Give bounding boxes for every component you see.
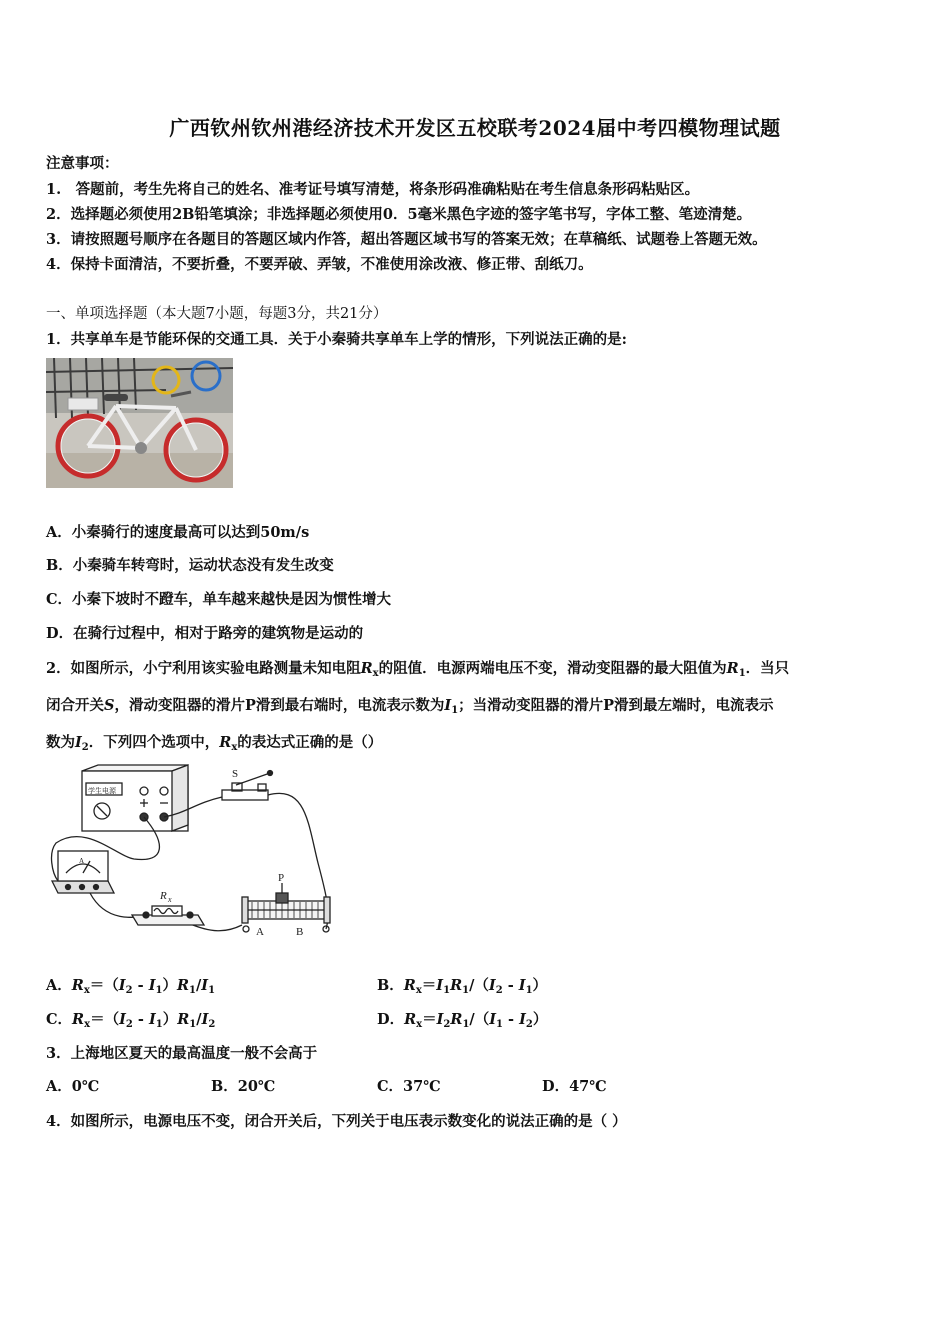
subscript-x: x [83,985,90,996]
subscript-x: x [84,1019,91,1030]
q1-option-a: A．小秦骑行的速度最高可以达到50m/s [46,524,310,541]
notice-item-3: 3．请按照题号顺序在各题目的答题区域内作答，超出答题区域书写的答案无效；在草稿纸、试题卷上答题无效。 [46,231,767,248]
symbol-i: I [488,977,496,994]
subscript-2: 2 [208,1019,216,1030]
subscript-x: x [416,1019,423,1030]
symbol-r: R [403,977,416,994]
q3-option-b: B．20℃ [211,1078,276,1095]
symbol-i: I [75,734,82,751]
symbol-i: I [148,1011,156,1028]
formula-part: ） [532,1011,548,1028]
symbol-i: I [119,1011,126,1028]
subscript-2: 2 [81,742,89,753]
circuit-diagram [46,763,336,940]
symbol-r: R [72,1011,85,1028]
subscript-2: 2 [495,985,503,996]
power-supply-label: 学生电源 [88,787,116,795]
q1-option-c: C．小秦下坡时不蹬车，单车越来越快是因为惯性增大 [46,591,392,608]
subscript-x: x [231,742,238,753]
symbol-r: R [450,1011,463,1028]
formula-part: - [132,977,149,994]
symbol-r: R [177,1011,190,1028]
symbol-i: I [118,977,126,994]
formula-part: - [502,1011,520,1028]
q3-option-d: D．47℃ [542,1078,607,1095]
formula-part: / [195,977,202,994]
formula-part: / [196,1011,202,1028]
q2-text: 闭合开关 [46,697,104,714]
formula-part: /（ [469,977,489,994]
q2-option-c [46,1008,215,1030]
symbol-r: R [726,660,739,677]
terminal-label-a: A [256,926,264,938]
symbol-r: R [176,977,190,994]
q2-stem-line-2 [46,694,774,716]
notice-item-4: 4．保持卡面清洁，不要折叠，不要弄破、弄皱，不准使用涂改液、修正带、刮纸刀。 [46,256,593,273]
q2-option-a [46,974,215,996]
symbol-i: I [444,697,452,714]
symbol-r: R [360,660,373,677]
symbol-r: R [450,977,463,994]
symbol-i: I [436,977,444,994]
q2-stem-line-3 [46,731,382,753]
q2-text: 2．如图所示，小宁利用该实验电路测量未知电阻 [46,660,361,677]
slider-label-p: P [278,872,285,884]
formula-part: - [502,977,519,994]
symbol-i: I [489,1011,496,1028]
notice-item-2: 2．选择题必须使用2B铅笔填涂；非选择题必须使用0．5毫米黑色字迹的签字笔书写，字体工整、笔迹清楚。 [46,206,752,223]
symbol-i: I [518,977,526,994]
q1-option-b: B．小秦骑车转弯时，运动状态没有发生改变 [46,557,334,574]
q2-stem-line-1 [46,657,789,679]
formula-part: ） [162,977,177,994]
option-letter: A． [46,977,72,994]
subscript-2: 2 [125,985,133,996]
formula-part: ） [532,977,548,994]
q2-text: 的表达式正确的是（） [237,734,383,751]
formula-part: ＝ [421,977,437,994]
q3-option-c: C．37℃ [377,1078,441,1095]
q2-option-b [377,974,547,996]
resistor-label: R [160,890,167,902]
symbol-i: I [436,1011,444,1028]
bicycle-photo [46,358,233,488]
option-letter: D． [377,1011,405,1028]
symbol-i: I [201,1011,209,1028]
switch-label: S [232,768,239,780]
subscript-2: 2 [125,1019,133,1030]
terminal-label-b: B [296,926,304,938]
subscript-1: 1 [738,668,746,679]
subscript-1: 1 [189,985,196,996]
q3-stem: 3．上海地区夏天的最高温度一般不会高于 [46,1045,318,1062]
option-letter: C． [46,1011,73,1028]
q2-text: ，滑动变阻器的滑片P滑到最右端时，电流表示数为 [114,697,445,714]
symbol-r: R [71,977,84,994]
formula-part: ＝ [422,1011,437,1028]
symbol-i: I [148,977,156,994]
symbol-s: S [104,697,115,714]
subscript-2: 2 [525,1019,533,1030]
formula-part: /（ [469,1011,490,1028]
subscript-1: 1 [208,985,216,996]
subscript-1: 1 [462,985,470,996]
subscript-1: 1 [462,1019,470,1030]
subscript-x: x [372,668,379,679]
subscript-1: 1 [155,1019,163,1030]
symbol-i: I [519,1011,526,1028]
q2-text: ．下列四个选项中， [88,734,220,751]
subscript-2: 2 [443,1019,451,1030]
exam-title: 广西钦州钦州港经济技术开发区五校联考2024届中考四模物理试题 [169,116,781,140]
q2-option-d [377,1008,547,1030]
q3-option-a: A．0℃ [46,1078,100,1095]
subscript-1: 1 [189,1019,197,1030]
notice-heading: 注意事项： [46,155,119,172]
q1-option-d: D．在骑行过程中，相对于路旁的建筑物是运动的 [46,625,364,642]
subscript-x: x [415,985,422,996]
q2-text: 数为 [46,734,75,751]
symbol-i: I [201,977,209,994]
q1-stem: 1．共享单车是节能环保的交通工具．关于小秦骑共享单车上学的情形，下列说法正确的是: [46,331,627,348]
subscript-1: 1 [525,985,533,996]
q2-text: 的阻值．电源两端电压不变，滑动变阻器的最大阻值为 [378,660,727,677]
subscript-1: 1 [451,705,459,716]
formula-part: - [132,1011,149,1028]
q4-stem: 4．如图所示，电源电压不变，闭合开关后，下列关于电压表示数变化的说法正确的是（ ） [46,1113,627,1130]
ammeter-label: A [79,857,85,865]
notice-item-1: 1. 答题前，考生先将自己的姓名、准考证号填写清楚，将条形码准确粘贴在考生信息条形码粘贴区。 [46,181,700,198]
subscript-1: 1 [496,1019,503,1030]
q2-text: ．当只 [745,660,790,677]
formula-part: ＝（ [89,977,119,994]
option-letter: B． [377,977,404,994]
symbol-r: R [219,734,232,751]
symbol-r: R [404,1011,417,1028]
section1-heading: 一、单项选择题（本大题7小题，每题3分，共21分） [46,306,388,322]
subscript-1: 1 [155,985,163,996]
formula-part: ＝（ [90,1011,120,1028]
formula-part: ） [162,1011,178,1028]
resistor-label-sub: x [168,895,172,904]
q2-text: ；当滑动变阻器的滑片P滑到最左端时，电流表示 [458,697,774,714]
subscript-1: 1 [443,985,451,996]
